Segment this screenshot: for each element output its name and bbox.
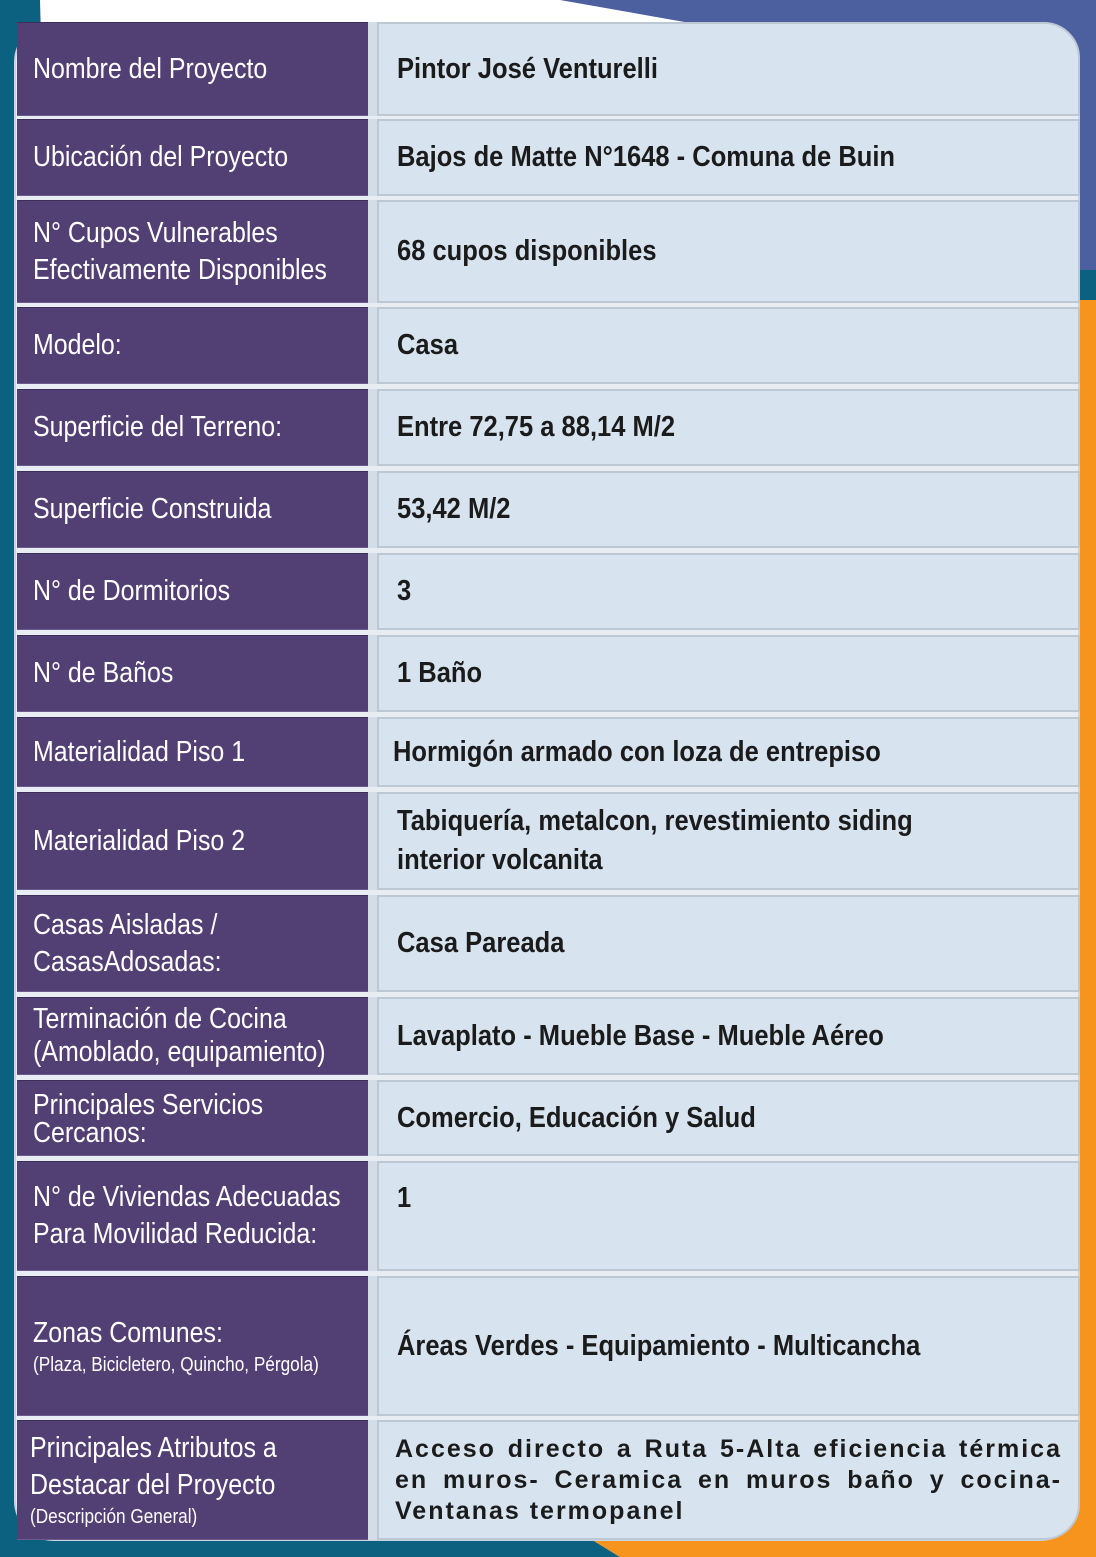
row-atributos [17, 1420, 1080, 1540]
column-separator [368, 553, 377, 630]
column-separator [368, 389, 377, 466]
value-superficie-terreno [377, 389, 1080, 466]
value-materialidad-piso-2 [377, 792, 1080, 890]
column-separator [368, 119, 377, 196]
label-text: Materialidad Piso 1 [33, 735, 246, 768]
value-text: Áreas Verdes - Equipamiento - Multicancha [397, 1329, 921, 1362]
value-tipo-casa [377, 895, 1080, 992]
value-text: Acceso directo a Ruta 5-Alta eficiencia térmica en muros- Ceramica en muros baño y cocina- Ventanas termopanel [395, 1434, 1062, 1525]
label-text: Materialidad Piso 2 [33, 824, 246, 857]
column-separator [368, 635, 377, 712]
row-modelo [17, 307, 1080, 384]
label-text: N° Cupos Vulnerables [33, 216, 278, 249]
value-nombre-proyecto [377, 22, 1080, 116]
label-text: N° de Viviendas Adecuadas [33, 1181, 341, 1213]
value-text: 3 [397, 575, 412, 607]
label-atributos [17, 1420, 368, 1540]
value-text: interior volcanita [397, 844, 603, 876]
row-superficie-terreno [17, 389, 1080, 466]
label-text: Zonas Comunes: [33, 1316, 223, 1349]
label-text: Efectivamente Disponibles [33, 253, 327, 286]
label-servicios-cercanos [17, 1080, 368, 1156]
column-separator [368, 307, 377, 384]
value-text: Hormigón armado con loza de entrepiso [393, 735, 881, 768]
value-text: Lavaplato - Mueble Base - Mueble Aéreo [397, 1019, 884, 1052]
label-text: Destacar del Proyecto [30, 1469, 276, 1501]
value-text: Tabiquería, metalcon, revestimiento siding [397, 805, 913, 837]
value-materialidad-piso-1 [377, 717, 1080, 787]
value-viviendas-movilidad [377, 1161, 1080, 1271]
row-dormitorios [17, 553, 1080, 630]
row-terminacion-cocina [17, 997, 1080, 1075]
label-zonas-comunes [17, 1276, 368, 1416]
label-materialidad-piso-1 [17, 717, 368, 787]
label-text: Superficie del Terreno: [33, 411, 283, 443]
value-text: Entre 72,75 a 88,14 M/2 [397, 411, 676, 443]
value-dormitorios [377, 553, 1080, 630]
value-text: 53,42 M/2 [397, 493, 511, 525]
label-materialidad-piso-2 [17, 792, 368, 890]
row-banos [17, 635, 1080, 712]
value-atributos [377, 1420, 1080, 1540]
row-servicios-cercanos [17, 1080, 1080, 1156]
value-text: Pintor José Venturelli [397, 52, 658, 85]
value-ubicacion [377, 119, 1080, 196]
column-separator [368, 200, 377, 303]
row-tipo-casa [17, 895, 1080, 992]
column-separator [368, 717, 377, 787]
row-superficie-construida [17, 471, 1080, 548]
value-banos [377, 635, 1080, 712]
column-separator [368, 997, 377, 1075]
label-ubicacion [17, 119, 368, 196]
label-tipo-casa [17, 895, 368, 992]
value-text: 68 cupos disponibles [397, 235, 657, 267]
label-subtext: (Descripción General) [30, 1506, 198, 1528]
value-superficie-construida [377, 471, 1080, 548]
label-text: Principales Atributos a [30, 1432, 277, 1464]
label-modelo [17, 307, 368, 384]
label-text: (Amoblado, equipamiento) [33, 1036, 326, 1068]
row-cupos [17, 200, 1080, 303]
value-text: Casa [397, 329, 459, 361]
label-text: Superficie Construida [33, 493, 272, 525]
value-text: 1 Baño [397, 657, 483, 689]
row-materialidad-piso-1 [17, 717, 1080, 787]
label-superficie-terreno [17, 389, 368, 466]
label-text: N° de Baños [33, 657, 174, 689]
value-modelo [377, 307, 1080, 384]
column-separator [368, 22, 377, 116]
column-separator [368, 1161, 377, 1271]
row-viviendas-movilidad [17, 1161, 1080, 1271]
label-banos [17, 635, 368, 712]
value-text: Bajos de Matte N°1648 - Comuna de Buin [397, 141, 896, 173]
label-text: Para Movilidad Reducida: [33, 1218, 318, 1250]
row-nombre-proyecto [17, 22, 1080, 116]
label-text: Modelo: [33, 329, 122, 361]
value-servicios-cercanos [377, 1080, 1080, 1156]
value-text: Comercio, Educación y Salud [397, 1101, 756, 1134]
label-text: Principales Servicios [33, 1089, 264, 1121]
label-nombre-proyecto [17, 22, 368, 116]
label-text: Nombre del Proyecto [33, 52, 268, 85]
label-text: CasasAdosadas: [33, 945, 222, 978]
column-separator [368, 1276, 377, 1416]
column-separator [368, 1080, 377, 1156]
column-separator [368, 1420, 377, 1540]
label-dormitorios [17, 553, 368, 630]
column-separator [368, 471, 377, 548]
column-separator [368, 895, 377, 992]
value-text: 1 [397, 1182, 412, 1214]
label-superficie-construida [17, 471, 368, 548]
value-text: Casa Pareada [397, 927, 565, 959]
value-zonas-comunes [377, 1276, 1080, 1416]
label-text: Ubicación del Proyecto [33, 141, 289, 173]
column-separator [368, 792, 377, 890]
row-ubicacion [17, 119, 1080, 196]
label-subtext: (Plaza, Bicicletero, Quincho, Pérgola) [33, 1353, 319, 1376]
label-text: Terminación de Cocina [33, 1003, 287, 1035]
row-materialidad-piso-2 [17, 792, 1080, 890]
row-zonas-comunes [17, 1276, 1080, 1416]
label-text: N° de Dormitorios [33, 575, 231, 607]
label-text: Casas Aisladas / [33, 908, 218, 941]
label-terminacion-cocina [17, 997, 368, 1075]
value-terminacion-cocina [377, 997, 1080, 1075]
label-cupos [17, 200, 368, 303]
value-cupos [377, 200, 1080, 303]
label-viviendas-movilidad [17, 1161, 368, 1271]
label-text: Cercanos: [33, 1117, 147, 1149]
